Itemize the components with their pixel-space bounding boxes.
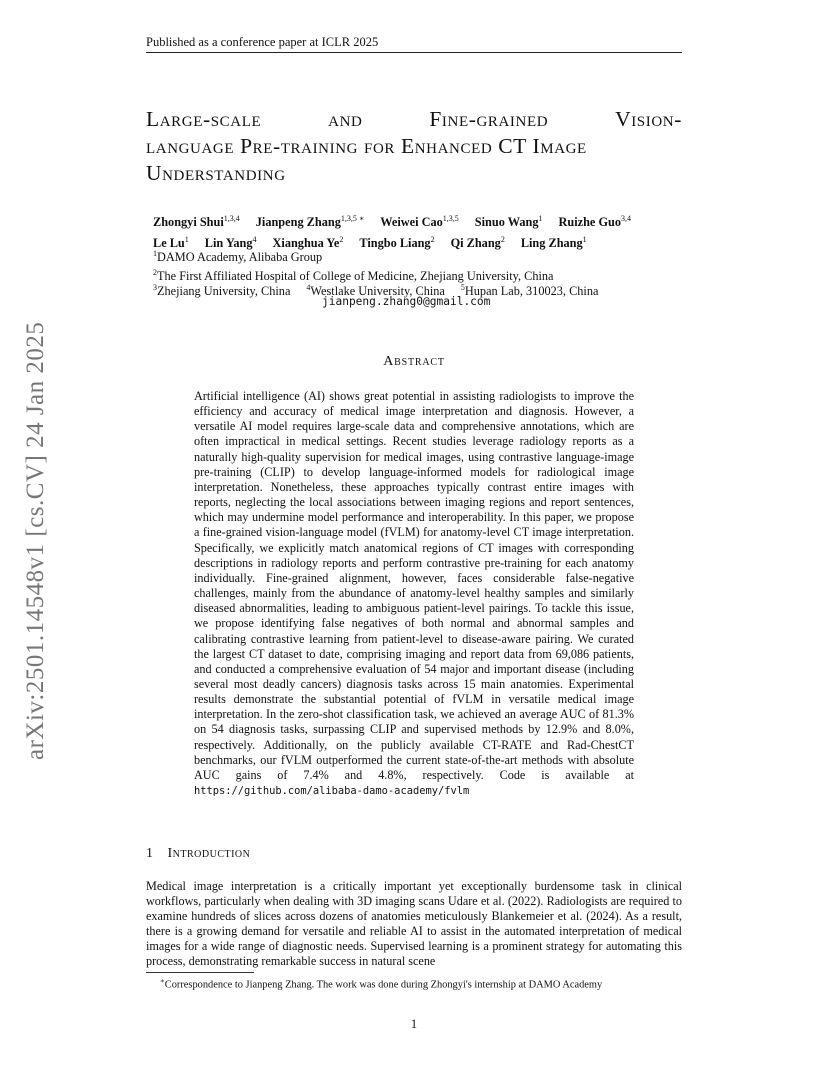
affiliation-2: $^2$The First Affiliated Hospital of College of Medicine, Zhejiang University, China: [153, 268, 554, 284]
author: Weiwei Cao$^{1,3,5}$: [380, 214, 459, 230]
author: Jianpeng Zhang$^{1,3,5 ∗}$: [255, 214, 365, 230]
affiliation-1: $^1$DAMO Academy, Alibaba Group: [153, 249, 323, 265]
paper-title: [146, 106, 682, 187]
author: Lin Yang$^4$: [204, 235, 257, 251]
page-number: 1: [410, 1017, 418, 1031]
title-word: Fine-grained: [429, 107, 549, 131]
abstract-heading: Abstract: [383, 354, 445, 369]
author: Zhongyi Shui$^{1,3,4}$: [153, 214, 240, 230]
running-header: Published as a conference paper at ICLR 2025: [146, 35, 379, 49]
introduction-paragraph: Medical image interpretation is a critically important yet exceptionally burdensome task in clinical workflows, particularly when dealing with 3D imaging scans Udare et al. (2022). Radiologists are required to examine hundreds of slices across dozens of anatomies meticulously Blankemeier et al. (2024). As a result, there is a growing demand for versatile and reliable AI to assist in the automated interpretation of medical images for a wide range of diagnostic needs. Supervised learning is a prominent strategy for automating this process, demonstrating remarkable success in natural scene: [146, 879, 682, 969]
author: Le Lu$^1$: [153, 235, 189, 251]
abstract-text: Artificial intelligence (AI) shows great potential in assisting radiologists to improve the efficiency and accuracy of medical image interpretation and diagnosis. However, a versatile AI model requires large-scale data and comprehensive annotations, which are often impractical in medical settings. Recent studies leverage radiology reports as a naturally high-quality supervision for medical images, using contrastive language-image pre-training (CLIP) to develop language-informed models for radiological image interpretation. Nonetheless, these approaches typically contrast entire images with reports, neglecting the local associations between imaging regions and report sentences, which may undermine model performance and interoperability. In this paper, we propose a fine-grained vision-language model (fVLM) for anatomy-level CT image interpretation. Specifically, we explicitly match anatomical regions of CT images with corresponding descriptions in radiology reports and perform contrastive pre-training for each anatomy individually. Fine-grained alignment, however, faces considerable false-negative challenges, mainly from the abundance of anatomy-level healthy samples and similarly diseased abnormalities, leading to ambiguous patient-level pairings. To tackle this issue, we propose identifying false negatives of both normal and abnormal samples and calibrating contrastive learning from patient-level to disease-aware pairing. We curated the largest CT dataset to date, comprising imaging and report data from 69,086 patients, and conducted a comprehensive evaluation of 54 major and important disease (including several most deadly cancers) diagnosis tasks across 15 main anatomies. Experimental results demonstrate the substantial potential of fVLM in versatile medical image interpretation. In the zero-shot classification task, we achieved an average AUC of 81.3% on 54 diagnosis tasks, surpassing CLIP and supervised methods by 12.9% and 8.0%, respectively. Additionally, on the publicly available CT-RATE and Rad-ChestCT benchmarks, our fVLM outperformed the current state-of-the-art methods with absolute AUC gains of 7.4% and 4.8%, respectively. Code is available at: [194, 389, 634, 782]
header-rule: [146, 52, 682, 53]
title-word: Large-scale: [146, 107, 262, 131]
author: Ruizhe Guo$^{3,4}$: [558, 214, 632, 230]
author: Sinuo Wang$^1$: [474, 214, 543, 230]
abstract-body: [194, 389, 634, 799]
title-line-1: [146, 106, 682, 133]
author: Qi Zhang$^2$: [450, 235, 505, 251]
section-heading: [146, 846, 250, 862]
arxiv-identifier[interactable]: arXiv:2501.14548v1 [cs.CV] 24 Jan 2025: [22, 321, 49, 760]
author: Tingbo Liang$^2$: [359, 235, 435, 251]
title-line-3: Understanding: [146, 161, 286, 185]
affiliation-row-3: $^3$Zhejiang University, China $^4$Westlake University, China $^5$Hupan Lab, 310023, China: [153, 283, 599, 299]
author: Xianghua Ye$^2$: [272, 235, 344, 251]
contact-email[interactable]: jianpeng.zhang0@gmail.com: [322, 295, 491, 308]
author-row-1: [153, 210, 631, 231]
author: Ling Zhang$^1$: [520, 235, 587, 251]
title-line-2: language Pre-training for Enhanced CT Image: [146, 134, 587, 158]
footnote-rule: [146, 972, 254, 973]
footnote: ∗Correspondence to Jianpeng Zhang. The work was done during Zhongyi's internship at DAMO Academy: [160, 977, 603, 991]
title-word: and: [328, 107, 363, 131]
section-title: Introduction: [167, 846, 251, 861]
section-number: 1: [146, 846, 154, 861]
code-url-link[interactable]: https://github.com/alibaba-damo-academy/fvlm: [194, 785, 470, 798]
title-word: Vision-: [615, 107, 682, 131]
